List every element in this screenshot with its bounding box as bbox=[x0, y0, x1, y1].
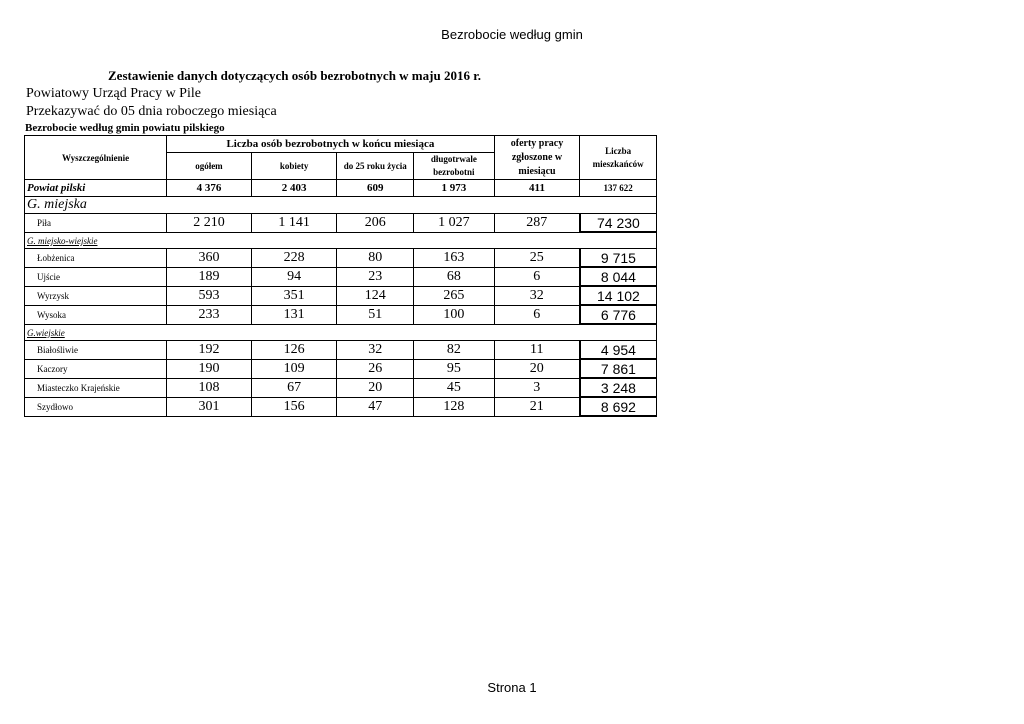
cell-under25: 80 bbox=[337, 249, 414, 268]
cell-women: 126 bbox=[251, 341, 337, 360]
cell-women: 1 141 bbox=[251, 214, 337, 233]
cell-women: 156 bbox=[251, 397, 337, 416]
total-row bbox=[25, 180, 657, 197]
cell-under25: 206 bbox=[337, 214, 414, 233]
cell-women: 131 bbox=[251, 305, 337, 324]
table-row bbox=[25, 359, 657, 378]
cell-total: 108 bbox=[167, 378, 252, 397]
group-row bbox=[25, 232, 657, 249]
cell-total: 192 bbox=[167, 341, 252, 360]
row-name: Miasteczko Krajeńskie bbox=[25, 378, 167, 397]
cell-longterm: 82 bbox=[414, 341, 495, 360]
table-row bbox=[25, 214, 657, 233]
total-name: Powiat pilski bbox=[25, 180, 167, 197]
total-population: 137 622 bbox=[580, 180, 657, 197]
cell-total: 360 bbox=[167, 249, 252, 268]
cell-population: 8 044 bbox=[580, 267, 657, 286]
cell-population: 3 248 bbox=[580, 378, 657, 397]
row-name: Wysoka bbox=[25, 305, 167, 324]
total-longterm: 1 973 bbox=[414, 180, 495, 197]
cell-offers: 6 bbox=[494, 305, 580, 324]
cell-longterm: 1 027 bbox=[414, 214, 495, 233]
cell-under25: 47 bbox=[337, 397, 414, 416]
row-name: Piła bbox=[25, 214, 167, 233]
office-name: Powiatowy Urząd Pracy w Pile bbox=[26, 86, 201, 101]
table-row bbox=[25, 286, 657, 305]
cell-total: 2 210 bbox=[167, 214, 252, 233]
cell-total: 233 bbox=[167, 305, 252, 324]
cell-population: 9 715 bbox=[580, 249, 657, 268]
total-women: 2 403 bbox=[251, 180, 337, 197]
report-title: Zestawienie danych dotyczących osób bezrobotnych w maju 2016 r. bbox=[108, 68, 482, 83]
header-offers: oferty pracy zgłoszone w miesiącu bbox=[494, 136, 580, 180]
cell-offers: 3 bbox=[494, 378, 580, 397]
group-name: G. miejska bbox=[25, 197, 657, 214]
row-name: Ujście bbox=[25, 267, 167, 286]
table-row bbox=[25, 267, 657, 286]
cell-population: 7 861 bbox=[580, 359, 657, 378]
cell-longterm: 68 bbox=[414, 267, 495, 286]
cell-total: 189 bbox=[167, 267, 252, 286]
total-offers: 411 bbox=[494, 180, 580, 197]
cell-longterm: 265 bbox=[414, 286, 495, 305]
group-name: G. miejsko-wiejskie bbox=[25, 232, 657, 249]
cell-longterm: 100 bbox=[414, 305, 495, 324]
cell-women: 67 bbox=[251, 378, 337, 397]
table-row bbox=[25, 378, 657, 397]
header-row-1 bbox=[25, 136, 657, 153]
cell-under25: 32 bbox=[337, 341, 414, 360]
cell-women: 351 bbox=[251, 286, 337, 305]
row-name: Szydłowo bbox=[25, 397, 167, 416]
cell-under25: 51 bbox=[337, 305, 414, 324]
cell-total: 301 bbox=[167, 397, 252, 416]
table-row bbox=[25, 341, 657, 360]
cell-offers: 32 bbox=[494, 286, 580, 305]
page-header: Bezrobocie według gmin bbox=[441, 27, 583, 42]
cell-under25: 23 bbox=[337, 267, 414, 286]
cell-under25: 124 bbox=[337, 286, 414, 305]
deadline-note: Przekazywać do 05 dnia roboczego miesiąca bbox=[26, 104, 277, 119]
table-row bbox=[25, 305, 657, 324]
cell-offers: 6 bbox=[494, 267, 580, 286]
page-footer: Strona 1 bbox=[487, 680, 537, 695]
cell-offers: 21 bbox=[494, 397, 580, 416]
cell-longterm: 95 bbox=[414, 359, 495, 378]
group-name: G.wiejskie bbox=[25, 324, 657, 341]
row-name: Białośliwie bbox=[25, 341, 167, 360]
section-title: Bezrobocie według gmin powiatu pilskiego bbox=[25, 122, 225, 134]
cell-under25: 20 bbox=[337, 378, 414, 397]
cell-offers: 287 bbox=[494, 214, 580, 233]
cell-longterm: 45 bbox=[414, 378, 495, 397]
unemployment-table bbox=[24, 135, 657, 417]
cell-offers: 11 bbox=[494, 341, 580, 360]
cell-women: 228 bbox=[251, 249, 337, 268]
cell-population: 74 230 bbox=[580, 214, 657, 233]
cell-population: 8 692 bbox=[580, 397, 657, 416]
header-under25: do 25 roku życia bbox=[337, 153, 414, 180]
header-name: Wyszczególnienie bbox=[25, 136, 167, 180]
cell-population: 6 776 bbox=[580, 305, 657, 324]
cell-women: 94 bbox=[251, 267, 337, 286]
cell-total: 593 bbox=[167, 286, 252, 305]
header-population: Liczba mieszkańców bbox=[580, 136, 657, 180]
header-longterm: długotrwale bezrobotni bbox=[414, 153, 495, 180]
row-name: Łobżenica bbox=[25, 249, 167, 268]
cell-population: 14 102 bbox=[580, 286, 657, 305]
cell-offers: 20 bbox=[494, 359, 580, 378]
header-total: ogółem bbox=[167, 153, 252, 180]
group-row bbox=[25, 324, 657, 341]
cell-under25: 26 bbox=[337, 359, 414, 378]
total-total: 4 376 bbox=[167, 180, 252, 197]
table-row bbox=[25, 249, 657, 268]
cell-offers: 25 bbox=[494, 249, 580, 268]
cell-longterm: 128 bbox=[414, 397, 495, 416]
cell-longterm: 163 bbox=[414, 249, 495, 268]
header-women: kobiety bbox=[251, 153, 337, 180]
table-row bbox=[25, 397, 657, 416]
header-group: Liczba osób bezrobotnych w końcu miesiąca bbox=[167, 136, 495, 153]
cell-population: 4 954 bbox=[580, 341, 657, 360]
cell-women: 109 bbox=[251, 359, 337, 378]
group-row bbox=[25, 197, 657, 214]
row-name: Wyrzysk bbox=[25, 286, 167, 305]
row-name: Kaczory bbox=[25, 359, 167, 378]
total-under25: 609 bbox=[337, 180, 414, 197]
cell-total: 190 bbox=[167, 359, 252, 378]
